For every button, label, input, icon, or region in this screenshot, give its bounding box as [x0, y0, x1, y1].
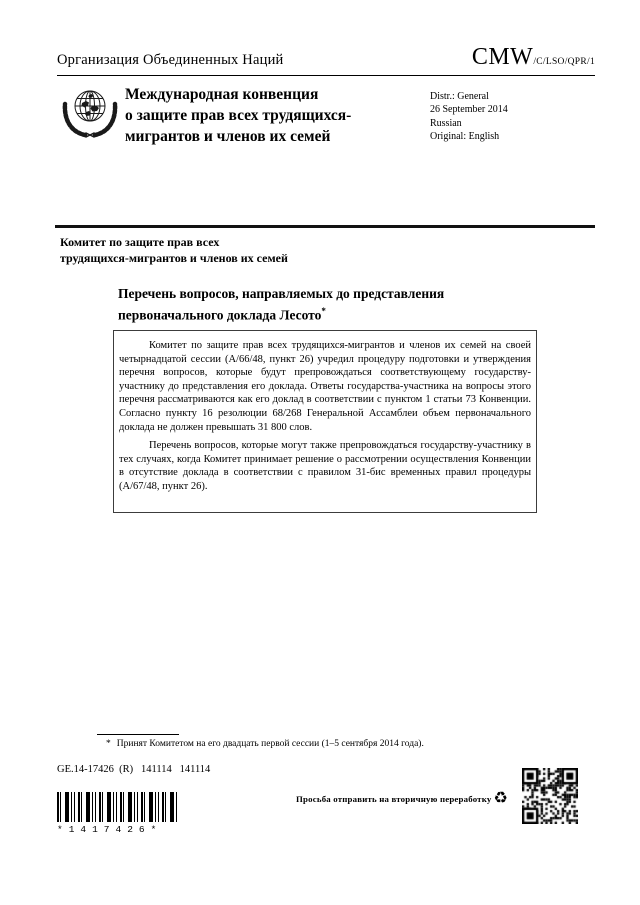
committee-name-line: трудящихся-мигрантов и членов их семей [60, 250, 288, 265]
section-divider [55, 225, 595, 228]
document-title [118, 285, 558, 324]
summary-paragraph: Перечень вопросов, которые могут также препровождаться государству-участнику в тех случаях, когда Комитет принимает решение о рассмотрении осуществления Конвенции в отсутствие доклада в соответствии с правилом 31-бис временных правил процедуры (A/67/48, пункт 26). [119, 440, 531, 492]
org-name: Организация Объединенных Наций [57, 52, 284, 68]
convention-title-line: о защите прав всех трудящихся- [125, 107, 352, 124]
document-title-line: первоначального доклада Лесото* [118, 305, 326, 322]
distribution-block [430, 90, 508, 144]
language-line: Russian [430, 117, 462, 129]
convention-title-line: Международная конвенция [125, 86, 319, 103]
summary-paragraph: Комитет по защите прав всех трудящихся-мигрантов и членов их семей на своей четырнадцатой сессии (A/66/48, пункт 26) учредил процедуру подготовки и утверждения перечня вопросов, которые будут препровождаться соответствующему государству-участнику до представления его доклада. Ответы государства-участника на вопросы этого перечня рассматриваются как его доклад в соответствии с пунктом 1 статьи 73 Конвенции. Согласно пункту 16 резолюции 68/268 Генеральной Ассамблеи объем первоначального доклада не должен превышать 31 800 слов. [119, 340, 531, 433]
ge-number: GE.14-17426 (R) 141114 141114 [57, 764, 211, 775]
distr-line: Distr.: General [430, 91, 489, 102]
recycle-note [296, 791, 508, 807]
date-line: 26 September 2014 [430, 104, 508, 116]
barcode-text: *1417426* [57, 824, 163, 835]
footnote-marker: * [106, 739, 111, 749]
committee-name [60, 235, 288, 266]
title-footnote-marker: * [321, 305, 326, 316]
recycle-icon: ♻ [493, 790, 508, 807]
convention-title [125, 84, 351, 147]
doc-symbol-suffix: /C/LSO/QPR/1 [533, 57, 595, 67]
recycle-text: Просьба отправить на вторичную переработку [296, 794, 492, 804]
convention-title-line: мигрантов и членов их семей [125, 128, 331, 145]
document-title-line: Перечень вопросов, направляемых до представления [118, 286, 445, 301]
original-language-line: Original: English [430, 131, 500, 143]
header-divider [57, 75, 595, 76]
doc-symbol-main: CMW [471, 44, 534, 70]
qr-code [522, 768, 578, 824]
footnote-divider [97, 734, 179, 735]
committee-name-line: Комитет по защите прав всех [60, 235, 220, 249]
footnote [106, 739, 424, 749]
un-emblem-icon [60, 82, 120, 140]
barcode [57, 792, 179, 822]
footnote-text: Принят Комитетом на его двадцать первой сессии (1–5 сентября 2014 года). [116, 739, 424, 749]
doc-symbol [472, 44, 595, 71]
summary-box [113, 330, 537, 513]
